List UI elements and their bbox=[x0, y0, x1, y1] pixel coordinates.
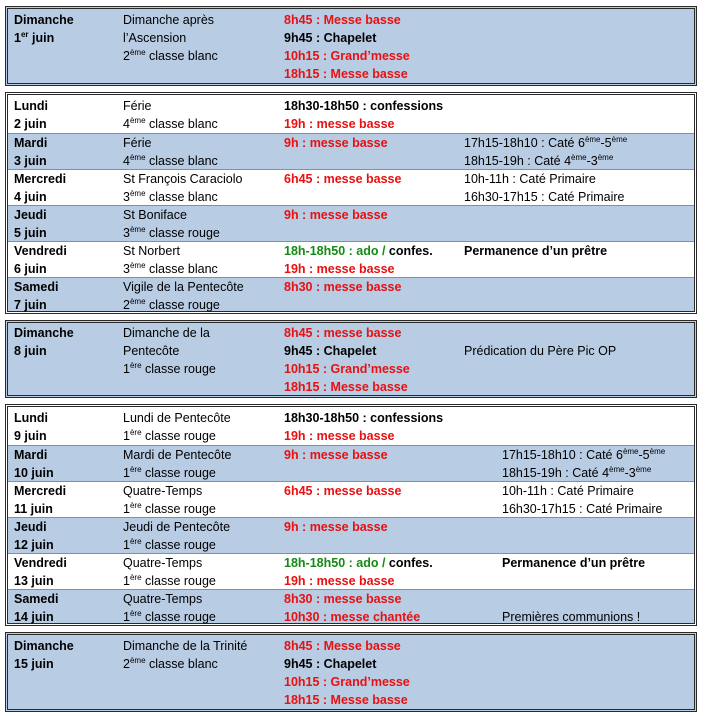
text-line bbox=[123, 47, 218, 65]
text-wk2-mardi-n2c: -3 bbox=[624, 466, 636, 480]
text-wk2-mercredi-s1: 6h45 : messe basse bbox=[284, 484, 402, 498]
table-cell bbox=[123, 554, 216, 590]
text-wk1-mardi-cn: 4 bbox=[123, 154, 130, 168]
text-wk1-jeudi-cn: 3 bbox=[123, 226, 130, 240]
day-row-lundi bbox=[8, 97, 694, 133]
text-w3-day: Dimanche bbox=[14, 639, 74, 653]
week-block-1 bbox=[5, 92, 697, 314]
text-wk1-vendredi-s1a: 18h-18h50 : ado bbox=[284, 244, 382, 258]
text-wk1-mercredi-lit: St François Caraciolo bbox=[123, 172, 243, 186]
table-cell bbox=[123, 409, 231, 445]
day-row-samedi bbox=[8, 277, 694, 311]
text-w1-s3: 10h15 : Grand’messe bbox=[284, 49, 410, 63]
table-cell bbox=[502, 554, 645, 572]
text-wk1-mardi-n2c: -3 bbox=[586, 154, 598, 168]
sermon-note bbox=[464, 342, 616, 360]
text-wk2-vendredi-lit: Quatre-Temps bbox=[123, 556, 203, 570]
text-w1-s4: 18h15 : Messe basse bbox=[284, 67, 408, 81]
text-wk2-mercredi-n2: 16h30-17h15 : Caté Primaire bbox=[502, 502, 663, 516]
text-wk1-vendredi-n1: Permanence d’un prêtre bbox=[464, 244, 608, 258]
schedule-cell bbox=[284, 11, 410, 83]
text-wk1-mercredi-s1: 6h45 : messe basse bbox=[284, 172, 402, 186]
text-line bbox=[123, 224, 220, 242]
table-cell bbox=[464, 170, 625, 206]
day-row-lundi bbox=[8, 409, 694, 445]
text-wk2-mardi-cs: ère bbox=[129, 465, 142, 474]
text-wk2-jeudi-s1: 9h : messe basse bbox=[284, 520, 388, 534]
text-line bbox=[123, 152, 218, 170]
text-wk2-lundi-date: 9 juin bbox=[14, 429, 47, 443]
text-w3-liturgy: Dimanche de la Trinité bbox=[123, 639, 248, 653]
text-wk1-mardi-n1b: ème bbox=[584, 135, 601, 144]
text-wk2-mardi-n1c: -5 bbox=[638, 448, 650, 462]
text-wk1-samedi-lit: Vigile de la Pentecôte bbox=[123, 280, 244, 294]
day-row-jeudi bbox=[8, 517, 694, 553]
text-w2-class_num: 1 bbox=[123, 362, 130, 376]
day-row-vendredi bbox=[8, 241, 694, 277]
table-cell bbox=[284, 482, 401, 500]
text-wk2-mercredi-cn: 1 bbox=[123, 502, 130, 516]
text-wk2-samedi-lit: Quatre-Temps bbox=[123, 592, 203, 606]
text-line bbox=[464, 134, 627, 152]
text-line bbox=[123, 260, 218, 278]
text-wk1-samedi-cs: ème bbox=[129, 297, 146, 306]
text-wk2-mercredi-date: 11 juin bbox=[14, 502, 53, 516]
day-row-vendredi bbox=[8, 553, 694, 589]
text-wk1-mardi-s1: 9h : messe basse bbox=[284, 136, 388, 150]
text-wk2-vendredi-s2: 19h : messe basse bbox=[284, 574, 395, 588]
text-wk1-lundi-lit: Férie bbox=[123, 99, 152, 113]
text-wk1-vendredi-s1b: / bbox=[381, 244, 386, 258]
text-w3-date: 15 juin bbox=[14, 657, 54, 671]
text-w1-class_num: 2 bbox=[123, 49, 130, 63]
table-cell bbox=[14, 482, 66, 518]
table-cell bbox=[14, 278, 58, 314]
text-wk1-mercredi-day: Mercredi bbox=[14, 172, 67, 186]
text-wk1-mercredi-date: 4 juin bbox=[14, 190, 47, 204]
text-wk1-mardi-day: Mardi bbox=[14, 136, 48, 150]
text-wk1-vendredi-cs: ème bbox=[129, 261, 146, 270]
table-cell bbox=[284, 134, 388, 152]
table-cell bbox=[284, 97, 443, 133]
table-cell bbox=[14, 409, 48, 445]
liturgy-cell bbox=[123, 11, 218, 65]
text-wk2-mardi-lit: Mardi de Pentecôte bbox=[123, 448, 232, 462]
text-w3-s1: 8h45 : Messe basse bbox=[284, 639, 401, 653]
table-cell bbox=[14, 242, 67, 278]
text-wk1-vendredi-date: 6 juin bbox=[14, 262, 47, 276]
text-wk2-vendredi-s1c: confes. bbox=[385, 556, 433, 570]
table-cell bbox=[284, 206, 388, 224]
text-w2-class_sup: ère bbox=[129, 361, 142, 370]
sunday-block-2 bbox=[5, 320, 697, 398]
table-cell bbox=[502, 482, 663, 518]
text-w1-date_sup: er bbox=[20, 30, 29, 39]
text-wk1-mercredi-cs: ème bbox=[129, 189, 146, 198]
text-wk2-jeudi-cs: ère bbox=[129, 537, 142, 546]
text-wk2-jeudi-cn: 1 bbox=[123, 538, 130, 552]
text-line bbox=[14, 29, 74, 47]
text-wk1-lundi-date: 2 juin bbox=[14, 117, 47, 131]
text-line bbox=[123, 536, 230, 554]
table-cell bbox=[284, 446, 388, 464]
table-cell bbox=[14, 554, 67, 590]
table-cell bbox=[123, 242, 218, 278]
table-cell bbox=[464, 134, 627, 170]
text-wk1-vendredi-s1c: confes. bbox=[385, 244, 433, 258]
table-cell bbox=[284, 324, 410, 396]
table-cell bbox=[14, 134, 47, 170]
text-line bbox=[502, 446, 665, 464]
text-w1-s2: 9h45 : Chapelet bbox=[284, 31, 377, 45]
table-cell bbox=[14, 518, 54, 554]
table-cell bbox=[284, 278, 401, 296]
table-cell bbox=[284, 170, 401, 188]
text-wk2-jeudi-cr: classe rouge bbox=[141, 538, 216, 552]
text-wk1-lundi-cn: 4 bbox=[123, 117, 130, 131]
text-wk2-vendredi-n1: Permanence d’un prêtre bbox=[502, 556, 646, 570]
text-wk1-mardi-n2b: ème bbox=[571, 153, 587, 162]
text-line bbox=[123, 608, 216, 626]
text-wk2-samedi-cn: 1 bbox=[123, 610, 130, 624]
table-cell bbox=[14, 97, 48, 133]
table-cell bbox=[464, 242, 607, 260]
text-w1-class_rest: classe blanc bbox=[145, 49, 218, 63]
text-w2-s3: 10h15 : Grand’messe bbox=[284, 362, 410, 376]
text-w1-day: Dimanche bbox=[14, 13, 74, 27]
text-wk2-lundi-lit: Lundi de Pentecôte bbox=[123, 411, 231, 425]
text-line bbox=[123, 115, 218, 133]
text-wk1-vendredi-cn: 3 bbox=[123, 262, 130, 276]
table-cell bbox=[284, 242, 433, 278]
text-wk1-jeudi-date: 5 juin bbox=[14, 226, 47, 240]
table-cell bbox=[14, 206, 47, 242]
text-wk2-samedi-s1: 8h30 : messe basse bbox=[284, 592, 402, 606]
text-w2-s4: 18h15 : Messe basse bbox=[284, 380, 408, 394]
table-cell bbox=[123, 134, 218, 170]
text-wk1-vendredi-lit: St Norbert bbox=[123, 244, 180, 258]
table-cell bbox=[502, 608, 640, 626]
text-wk2-mardi-s1: 9h : messe basse bbox=[284, 448, 388, 462]
text-wk2-lundi-cr: classe rouge bbox=[141, 429, 216, 443]
text-wk2-vendredi-day: Vendredi bbox=[14, 556, 67, 570]
text-wk2-samedi-day: Samedi bbox=[14, 592, 59, 606]
text-line bbox=[123, 655, 247, 673]
text-wk2-mercredi-n1: 10h-11h : Caté Primaire bbox=[502, 484, 634, 498]
day-row-mercredi bbox=[8, 169, 694, 205]
text-wk2-lundi-cn: 1 bbox=[123, 429, 130, 443]
table-cell bbox=[123, 170, 243, 206]
text-w2-date: 8 juin bbox=[14, 344, 47, 358]
text-wk2-lundi-s1: 18h30-18h50 : confessions bbox=[284, 411, 444, 425]
text-wk1-jeudi-cs: ème bbox=[129, 225, 146, 234]
text-w3-s4: 18h15 : Messe basse bbox=[284, 693, 408, 707]
text-wk1-samedi-day: Samedi bbox=[14, 280, 59, 294]
text-wk2-vendredi-date: 13 juin bbox=[14, 574, 54, 588]
day-row-jeudi bbox=[8, 205, 694, 241]
text-w1-s1: 8h45 : Messe basse bbox=[284, 13, 401, 27]
text-wk2-mardi-n1b: ème bbox=[622, 447, 639, 456]
text-wk1-lundi-day: Lundi bbox=[14, 99, 49, 113]
text-line bbox=[464, 152, 627, 170]
text-wk1-mardi-n2d: ème bbox=[597, 153, 614, 162]
text-wk1-jeudi-day: Jeudi bbox=[14, 208, 47, 222]
sunday-block-1 bbox=[5, 6, 697, 86]
table-cell bbox=[123, 206, 220, 242]
text-w1-liturgy_l2: l’Ascension bbox=[123, 31, 187, 45]
text-wk2-mercredi-lit: Quatre-Temps bbox=[123, 484, 203, 498]
text-line bbox=[284, 242, 433, 260]
sunday-block-3 bbox=[5, 632, 697, 712]
text-w3-class_sup: ème bbox=[129, 656, 146, 665]
text-wk1-mardi-cr: classe blanc bbox=[145, 154, 218, 168]
text-wk1-vendredi-day: Vendredi bbox=[14, 244, 67, 258]
table-cell bbox=[14, 446, 54, 482]
text-wk2-vendredi-cs: ère bbox=[129, 573, 142, 582]
table-cell bbox=[502, 446, 665, 482]
text-wk1-lundi-cs: ème bbox=[129, 116, 146, 125]
text-wk2-mardi-date: 10 juin bbox=[14, 466, 54, 480]
table-cell bbox=[14, 170, 66, 206]
text-w1-date_rest: juin bbox=[28, 31, 55, 45]
text-wk1-samedi-cr: classe rouge bbox=[145, 298, 220, 312]
text-line bbox=[502, 464, 665, 482]
text-wk2-mercredi-cs: ère bbox=[129, 501, 142, 510]
text-wk1-lundi-s2: 19h : messe basse bbox=[284, 117, 395, 131]
text-wk2-jeudi-date: 12 juin bbox=[14, 538, 54, 552]
text-w2-day: Dimanche bbox=[14, 326, 74, 340]
text-wk2-lundi-day: Lundi bbox=[14, 411, 49, 425]
text-wk2-samedi-cr: classe rouge bbox=[141, 610, 216, 624]
text-wk1-mercredi-cn: 3 bbox=[123, 190, 130, 204]
text-wk1-mardi-n1c: -5 bbox=[600, 136, 612, 150]
table-cell bbox=[123, 324, 216, 378]
week-block-2 bbox=[5, 404, 697, 626]
day-row-mardi bbox=[8, 133, 694, 169]
text-wk1-mardi-cs: ème bbox=[129, 153, 146, 162]
text-wk1-mardi-date: 3 juin bbox=[14, 154, 47, 168]
text-wk1-mardi-lit: Férie bbox=[123, 136, 152, 150]
text-w2-liturgy_l2: Pentecôte bbox=[123, 344, 180, 358]
text-wk1-vendredi-cr: classe blanc bbox=[145, 262, 218, 276]
text-w3-class_rest: classe blanc bbox=[145, 657, 218, 671]
table-cell bbox=[284, 554, 433, 590]
table-cell bbox=[14, 637, 74, 673]
text-w1-date_num: 1 bbox=[14, 31, 21, 45]
table-cell bbox=[14, 324, 74, 360]
text-wk2-jeudi-day: Jeudi bbox=[14, 520, 47, 534]
text-wk1-mercredi-n1: 10h-11h : Caté Primaire bbox=[464, 172, 596, 186]
text-w1-class_sup: ème bbox=[129, 48, 146, 57]
text-wk1-samedi-s1: 8h30 : messe basse bbox=[284, 280, 402, 294]
text-wk2-samedi-n1: Premières communions ! bbox=[502, 610, 641, 624]
text-wk1-jeudi-lit: St Boniface bbox=[123, 208, 187, 222]
table-cell bbox=[123, 97, 218, 133]
text-wk2-samedi-s2: 10h30 : messe chantée bbox=[284, 610, 421, 624]
text-wk2-mardi-n2d: ème bbox=[635, 465, 652, 474]
text-line bbox=[123, 188, 243, 206]
text-wk1-mardi-n2a: 18h15-19h : Caté 4 bbox=[464, 154, 572, 168]
day-row-mardi bbox=[8, 445, 694, 481]
text-wk2-vendredi-s1b: / bbox=[381, 556, 386, 570]
text-wk2-mercredi-cr: classe rouge bbox=[141, 502, 216, 516]
table-cell bbox=[123, 482, 216, 518]
day-row-mercredi bbox=[8, 481, 694, 517]
text-w3-s3: 10h15 : Grand’messe bbox=[284, 675, 410, 689]
text-wk1-samedi-cn: 2 bbox=[123, 298, 130, 312]
text-wk1-mardi-n1d: ème bbox=[611, 135, 628, 144]
text-w3-s2: 9h45 : Chapelet bbox=[284, 657, 377, 671]
table-cell bbox=[284, 518, 388, 536]
text-wk2-mardi-cr: classe rouge bbox=[141, 466, 216, 480]
text-wk1-mercredi-cr: classe blanc bbox=[145, 190, 218, 204]
text-line bbox=[123, 360, 216, 378]
table-cell bbox=[123, 590, 216, 626]
table-cell bbox=[14, 590, 58, 626]
text-line bbox=[123, 572, 216, 590]
table-cell bbox=[284, 637, 410, 709]
text-wk2-samedi-cs: ère bbox=[129, 609, 142, 618]
text-line bbox=[123, 464, 231, 482]
text-w2-s1: 8h45 : messe basse bbox=[284, 326, 402, 340]
text-wk2-jeudi-lit: Jeudi de Pentecôte bbox=[123, 520, 231, 534]
text-wk2-lundi-s2: 19h : messe basse bbox=[284, 429, 395, 443]
text-wk2-lundi-cs: ère bbox=[129, 428, 142, 437]
text-wk1-mercredi-n2: 16h30-17h15 : Caté Primaire bbox=[464, 190, 625, 204]
text-line bbox=[123, 500, 216, 518]
table-cell bbox=[123, 637, 247, 673]
text-wk2-samedi-date: 14 juin bbox=[14, 610, 54, 624]
table-cell bbox=[123, 278, 244, 314]
text-wk1-samedi-date: 7 juin bbox=[14, 298, 47, 312]
text-wk2-mardi-n1d: ème bbox=[649, 447, 666, 456]
text-wk2-mardi-n2b: ème bbox=[609, 465, 625, 474]
text-line bbox=[123, 296, 244, 314]
text-wk2-mardi-day: Mardi bbox=[14, 448, 48, 462]
table-cell bbox=[123, 518, 230, 554]
text-wk1-jeudi-cr: classe rouge bbox=[145, 226, 220, 240]
text-wk2-mardi-n1a: 17h15-18h10 : Caté 6 bbox=[502, 448, 623, 462]
day-row-samedi bbox=[8, 589, 694, 623]
text-wk2-mardi-cn: 1 bbox=[123, 466, 130, 480]
text-wk1-mardi-n1a: 17h15-18h10 : Caté 6 bbox=[464, 136, 585, 150]
text-wk1-vendredi-s2: 19h : messe basse bbox=[284, 262, 395, 276]
text-line bbox=[123, 427, 231, 445]
text-wk1-jeudi-s1: 9h : messe basse bbox=[284, 208, 388, 222]
text-w2-class_rest: classe rouge bbox=[141, 362, 216, 376]
text-wk2-mardi-n2a: 18h15-19h : Caté 4 bbox=[502, 466, 610, 480]
text-wk2-vendredi-s1a: 18h-18h50 : ado bbox=[284, 556, 382, 570]
day-cell bbox=[14, 11, 74, 47]
table-cell bbox=[284, 409, 443, 445]
text-wk2-vendredi-cn: 1 bbox=[123, 574, 130, 588]
text-wk2-mercredi-day: Mercredi bbox=[14, 484, 67, 498]
table-cell bbox=[123, 446, 231, 482]
text-w3-class_num: 2 bbox=[123, 657, 130, 671]
text-wk1-lundi-s1: 18h30-18h50 : confessions bbox=[284, 99, 444, 113]
text-w2-liturgy_l1: Dimanche de la bbox=[123, 326, 210, 340]
text-w1-liturgy_l1: Dimanche après bbox=[123, 13, 215, 27]
table-cell bbox=[284, 590, 420, 626]
text-w2-s2: 9h45 : Chapelet bbox=[284, 344, 377, 358]
text-wk1-lundi-cr: classe blanc bbox=[145, 117, 218, 131]
text-w2-note: Prédication du Père Pic OP bbox=[464, 344, 617, 358]
text-line bbox=[284, 554, 433, 572]
text-wk2-vendredi-cr: classe rouge bbox=[141, 574, 216, 588]
